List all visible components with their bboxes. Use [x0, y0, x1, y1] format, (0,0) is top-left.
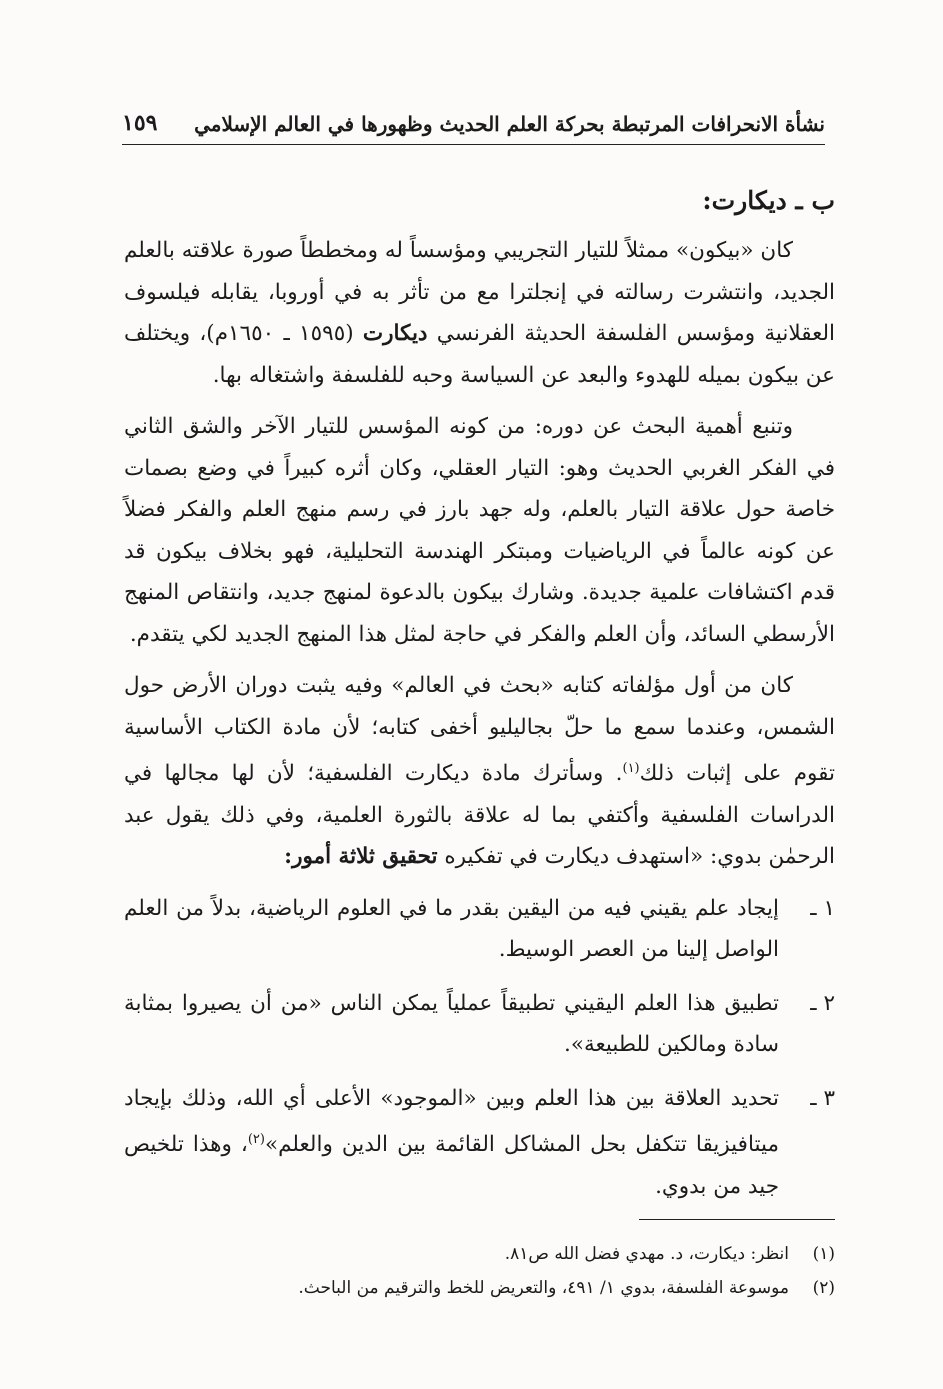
list-number: ٢ ـ	[810, 990, 835, 1016]
paragraph-3-text: كان من أول مؤلفاته كتابه «بحث في العالم» وفيه يثبت دوران الأرض حول الشمس، وعندما سمع ما حلّ بجاليليو أخفى كتابه؛ لأن مادة الكتاب الأساسية تقوم على إثبات ذلك	[124, 673, 835, 787]
list-number: ١ ـ	[810, 895, 835, 921]
paragraph-1-text: كان «بيكون» ممثلاً للتيار التجريبي ومؤسساً له ومخططاً صورة علاقته بالعلم الجديد، وانتشرت رسالته في إنجلترا مع من تأثر به في أوروبا، يقابله فيلسوف العقلانية ومؤسس الفلسفة الحديثة الفرنسي	[124, 238, 835, 346]
list-item-text: تطبيق هذا العلم اليقيني تطبيقاً عملياً يمكن الناس «من أن يصيروا بمثابة سادة ومالكين للطبيعة».	[124, 990, 779, 1058]
page-number: ١٥٩	[122, 110, 158, 136]
list-item	[124, 983, 835, 1066]
footnote-ref-2[interactable]: (٢)	[247, 1132, 265, 1148]
running-title: نشأة الانحرافات المرتبطة بحركة العلم الحديث وظهورها في العالم الإسلامي	[194, 112, 825, 136]
goals-list	[124, 888, 835, 1208]
paragraph-3	[124, 665, 835, 878]
list-item	[124, 1078, 835, 1208]
footnote-ref-1[interactable]: (١)	[622, 761, 640, 776]
section-heading: ب ـ ديكارت:	[702, 186, 835, 215]
paragraph-1	[124, 230, 835, 396]
footnote-1	[124, 1237, 835, 1271]
paragraph-2: وتنبع أهمية البحث عن دوره: من كونه المؤسس للتيار الآخر والشق الثاني في الفكر الغربي الحديث وهو: التيار العقلي، وكان أثره كبيراً في وضع بصمات خاصة حول علاقة التيار بالعلم، وله جهد بارز في رسم منهج العلم والفكر فضلاً عن كونه عالماً في الرياضيات ومبتكر الهندسة التحليلية، فهو بخلاف بيكون قد قدم اكتشافات علمية جديدة. وشارك بيكون بالدعوة لمنهج جديد، وانتقاص المنهج الأرسطي السائد، وأن العلم والفكر في حاجة لمثل هذا المنهج الجديد لكي يتقدم.	[124, 414, 835, 647]
three-matters-bold: تحقيق ثلاثة أمور	[292, 844, 438, 870]
list-item-text: تحديد العلاقة بين هذا العلم وبين «الموجود» الأعلى أي الله، وذلك بإيجاد ميتافيزيقا تتكفل بحل المشاكل القائمة بين الدين والعلم»	[124, 1085, 779, 1158]
footnote-text: انظر: ديكارت، د. مهدي فضل الله ص٨١.	[504, 1244, 789, 1264]
list-item	[124, 888, 835, 971]
footnote-divider	[639, 1219, 835, 1220]
paragraph-3-colon: :	[284, 844, 293, 870]
footnote-number: (١)	[812, 1244, 835, 1264]
footnote-2	[124, 1271, 835, 1305]
page-body	[124, 180, 835, 1219]
descartes-bold: ديكارت	[362, 321, 428, 346]
footnotes	[124, 1237, 835, 1305]
paragraph-3-text-mid: . وسأترك مادة ديكارت الفلسفية؛ لأن لها مجالها في الدراسات الفلسفية وأكتفي بما له علاقة بالثورة العلمية، وفي ذلك يقول عبد الرحمٰن بدوي: «استهدف ديكارت في تفكيره	[124, 761, 835, 870]
footnote-number: (٢)	[812, 1278, 835, 1298]
paragraph-1-text-end: (١٥٩٥ ـ ١٦٥٠م)، ويختلف عن بيكون بميله للهدوء والبعد عن السياسة وحبه للفلسفة واشتغاله بها.	[124, 321, 835, 388]
list-item-text-end: ، وهذا تلخيص جيد من بدوي.	[124, 1132, 779, 1199]
footnote-text: موسوعة الفلسفة، بدوي ١/ ٤٩١، والتعريض للخط والترقيم من الباحث.	[298, 1278, 789, 1298]
page-header	[122, 108, 825, 145]
list-number: ٣ ـ	[810, 1085, 835, 1111]
list-item-text: إيجاد علم يقيني فيه من اليقين بقدر ما في العلوم الرياضية، بدلاً من العلم الواصل إلينا من العصر الوسيط.	[124, 895, 779, 963]
